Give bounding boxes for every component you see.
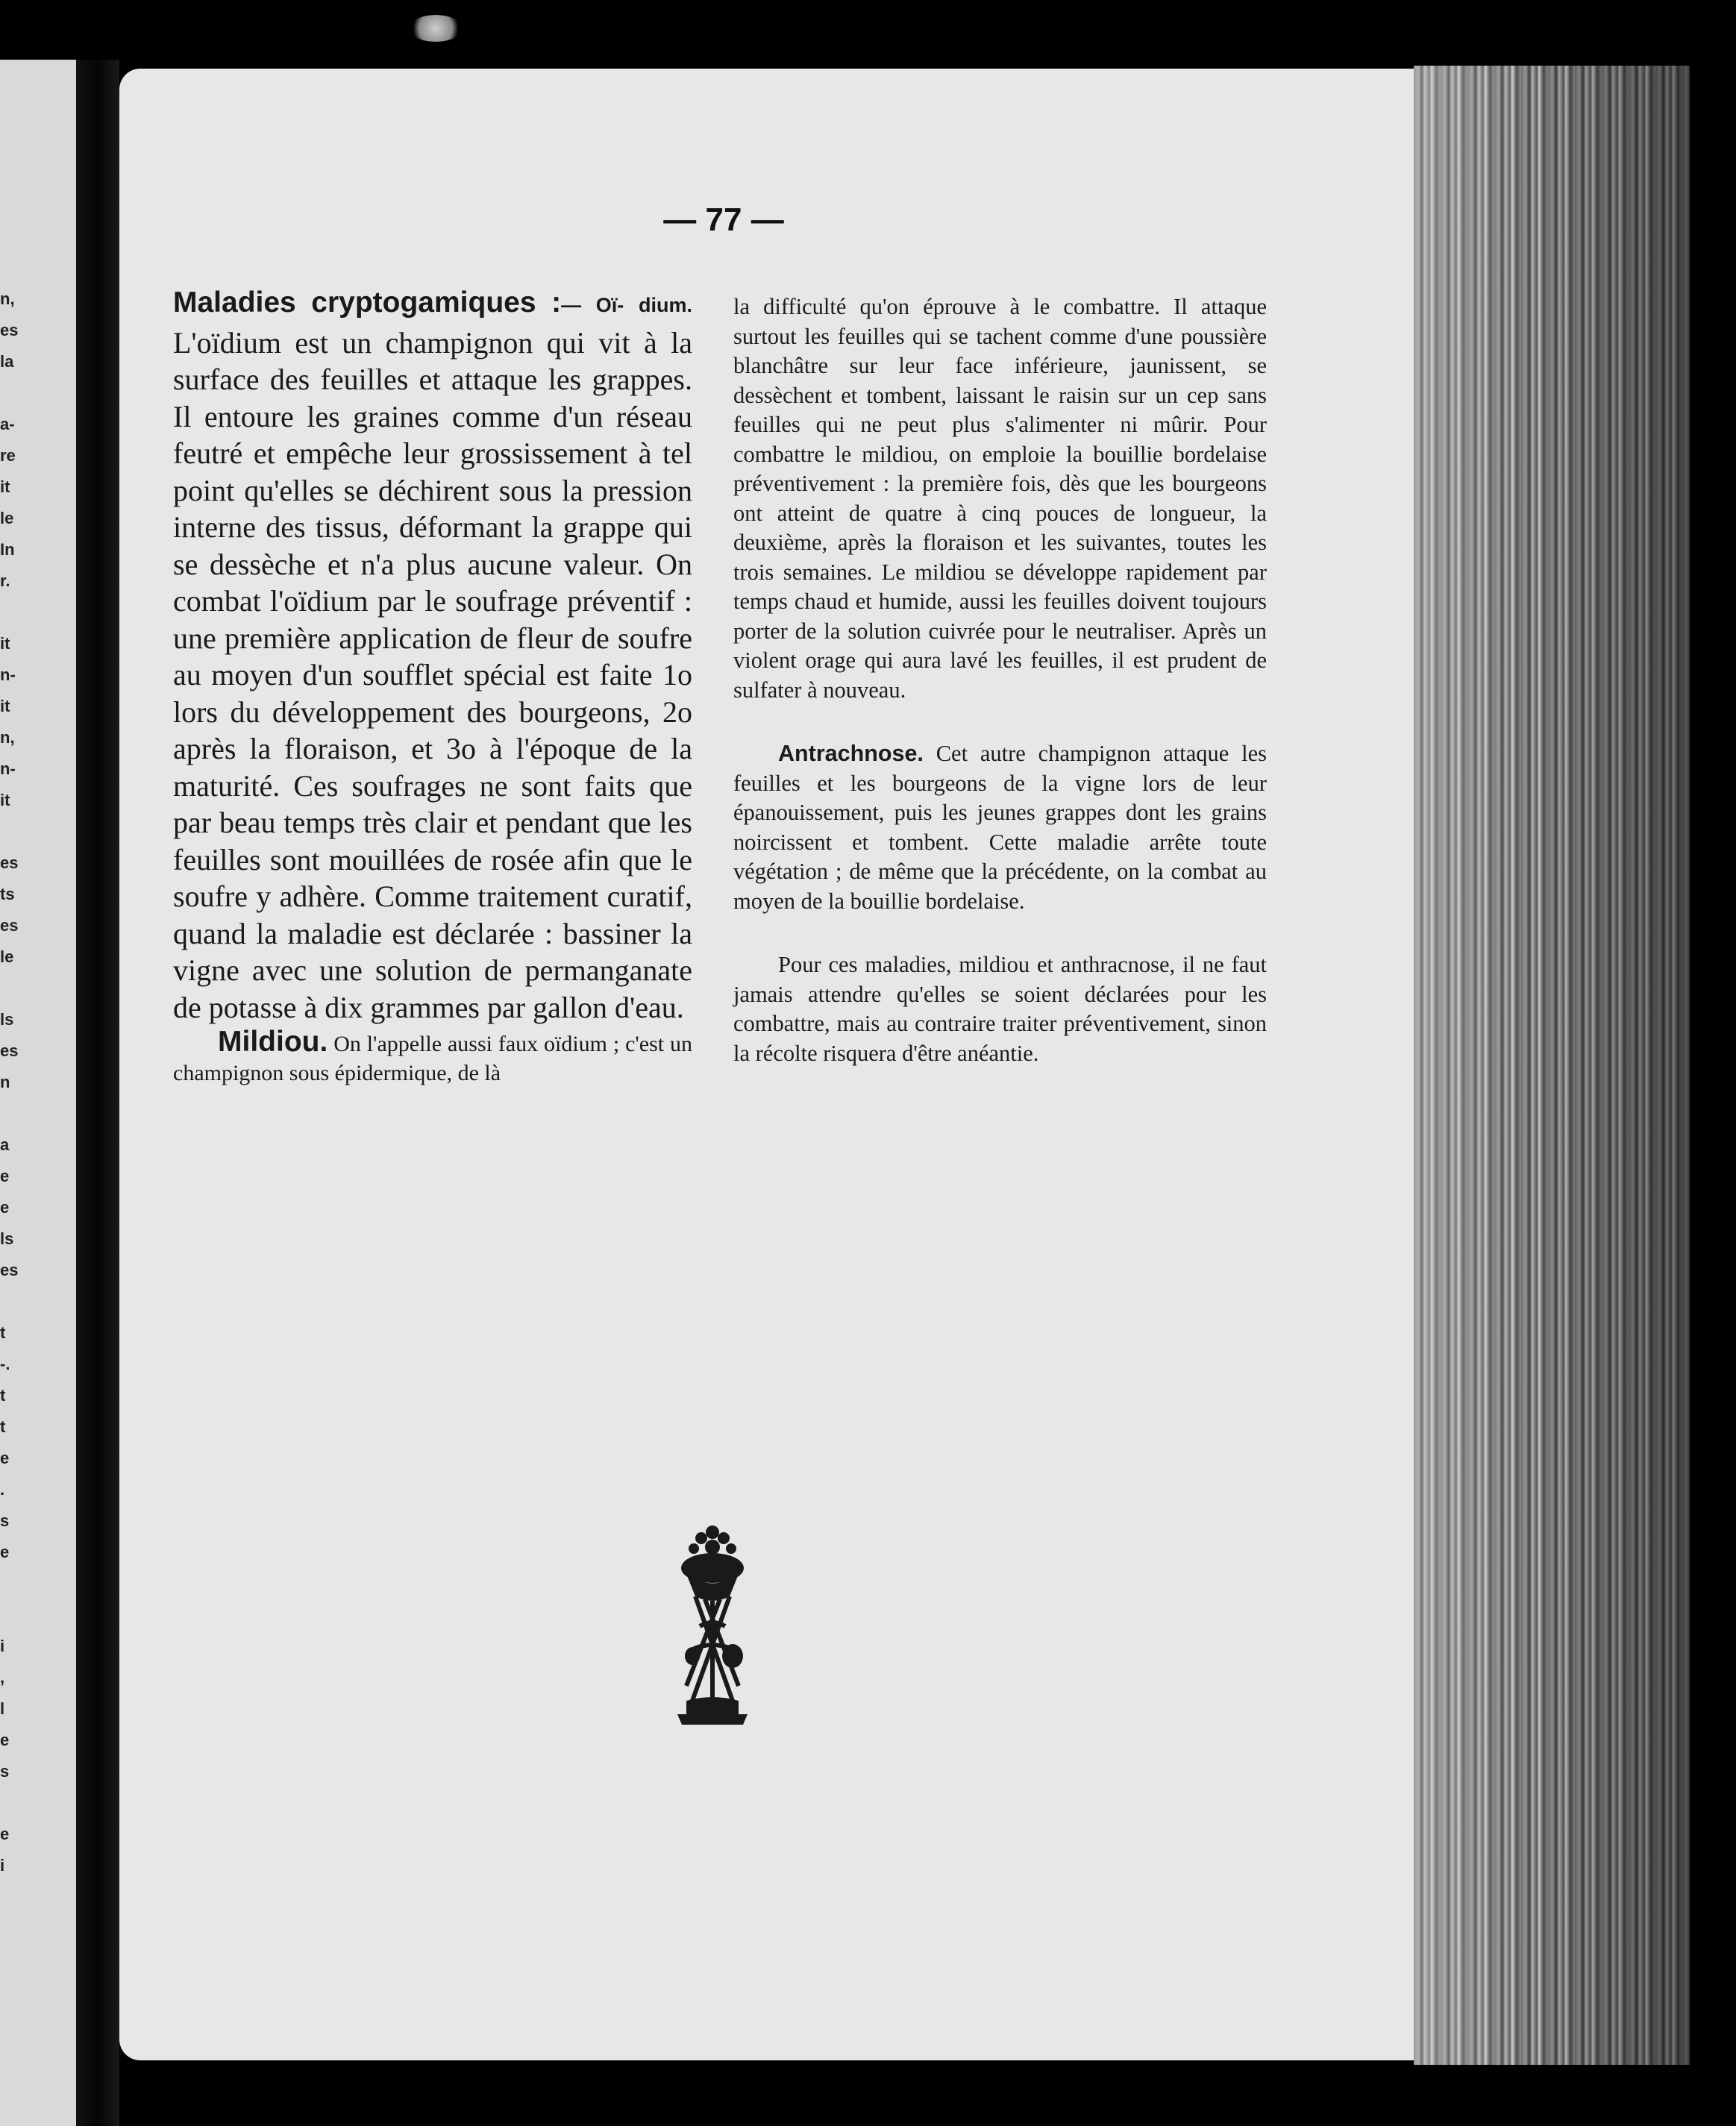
closing-paragraph: Pour ces maladies, mildiou et anthracnose, il ne faut jamais attendre qu'elles se soient déclarées pour les combattre, mais au contraire traiter préventivement, sinon la récolte risquera d'être anéantie. bbox=[733, 952, 1267, 1066]
page-edge-stripes bbox=[1414, 66, 1690, 2065]
book-gutter bbox=[76, 60, 119, 2126]
section-heading: Maladies cryptogamiques : bbox=[173, 286, 562, 319]
mildiou-label: Mildiou. bbox=[218, 1026, 328, 1058]
oidium-paragraph bbox=[173, 283, 692, 1026]
facing-page-text-fragments: n, es la a- re it le In r. it n- it n, n- it es ts es le ls es n a e e ls es t -. t t e . s e i , l e s e i bbox=[0, 289, 19, 1875]
wheat-sheaf-cornucopia-icon bbox=[671, 1522, 753, 1731]
mildiou-paragraph-cont: la difficulté qu'on éprouve à le combattre. Il attaque surtout les feuilles qui se tachent comme d'une poussière blanchâtre sur leur face inférieure, jaunissent, se dessèchent et tombent, laissant le raisin sur un cep sans feuilles qui ne peut plus s'alimenter ni mûrir. Pour combattre le mildiou, on emploie la bouillie bordelaise préventivement : la première fois, dès que les bourgeons ont atteint de quatre à cinq pouces de longueur, la deuxième, après la floraison et les suivantes, toutes les trois semaines. Le mildiou se développe rapidement par temps chaud et humide, aussi les feuilles doivent toujours porter de la solution cuivrée pour le neutraliser. Après un violent orage qui aura lavé les feuilles, il est prudent de sulfater à nouveau. bbox=[733, 294, 1267, 703]
left-text-column bbox=[173, 283, 692, 1088]
facing-page bbox=[0, 60, 76, 2126]
mildiou-text-start: On l'appelle aussi faux oïdium ; c'est un champignon sous épidermique, de là bbox=[173, 1032, 692, 1085]
page-number: — 77 — bbox=[663, 201, 784, 238]
oidium-label-start: Oï- bbox=[595, 294, 624, 316]
right-text-column bbox=[733, 292, 1267, 1068]
mildiou-paragraph-start bbox=[173, 1027, 692, 1088]
scan-artifact bbox=[409, 15, 463, 42]
oidium-text: L'oïdium est un champignon qui vit à la surface des feuilles et attaque les grappes. Il entoure les graines comme d'un réseau feutré et empêche leur grossissement à tel point qu'elles se déchirent sous la pression interne des tissus, déformant la grappe qui se dessèche et n'a plus aucune valeur. On combat l'oïdium par le soufrage préventif : une première application de fleur de soufre au moyen d'un soufflet spécial est faite 1o lors du développement des bourgeons, 2o après la floraison, et 3o à l'époque de la maturité. Ces soufrages ne sont faits que par beau temps très clair et pendant que les feuilles sont mouillées de rosée afin que le soufre y adhère. Comme traitement curatif, quand la maladie est déclarée : bassiner la vigne avec une solution de permanganate de potasse à dix grammes par gallon d'eau. bbox=[173, 325, 692, 1024]
anthracnose-text: Cet autre champignon attaque les feuilles et les bourgeons de la vigne lors de leur épanouissement, puis les jeunes grappes dont les grains noircissent et tombent. Cette maladie arrête toute végétation ; de même que la précédente, on la combat au moyen de la bouillie bordelaise. bbox=[733, 741, 1267, 914]
anthracnose-paragraph bbox=[733, 739, 1267, 916]
heading-dash: — bbox=[561, 294, 582, 316]
oidium-label-end: dium. bbox=[639, 294, 693, 316]
anthracnose-label: Antrachnose. bbox=[778, 741, 924, 766]
